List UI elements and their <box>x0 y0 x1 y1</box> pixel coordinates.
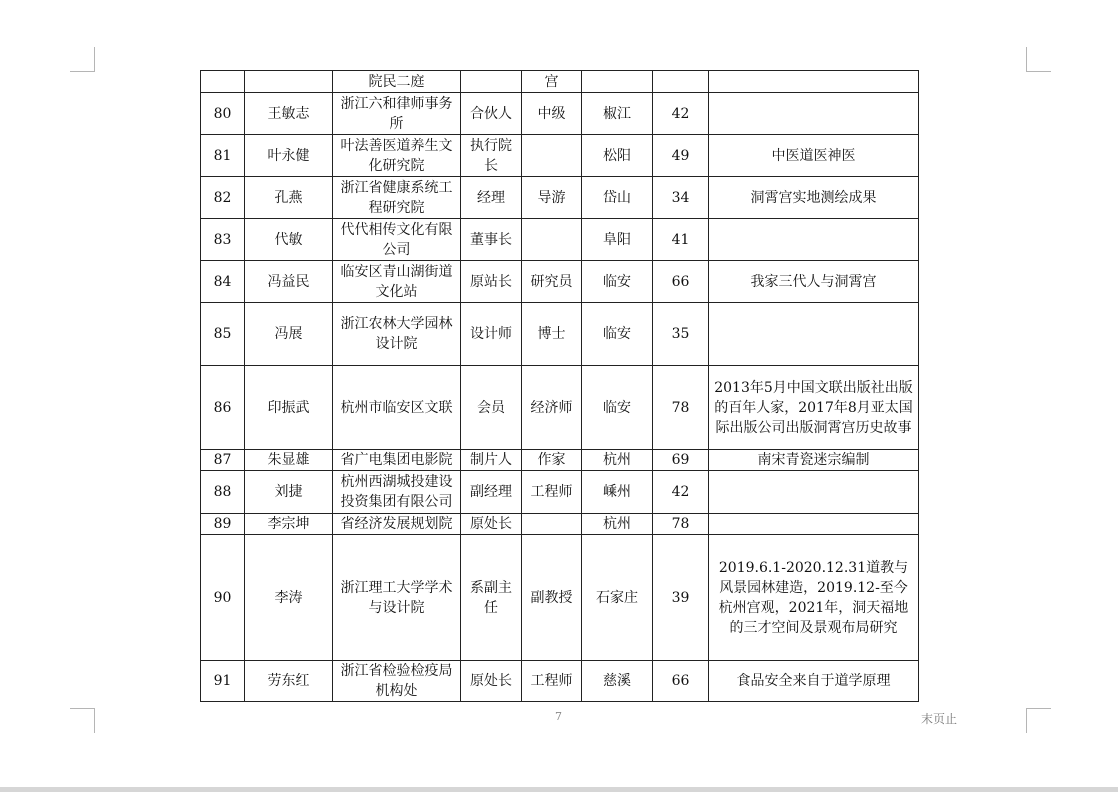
window-bottom-edge <box>0 787 1118 792</box>
age: 49 <box>653 135 709 177</box>
professional-title: 作家 <box>522 450 582 471</box>
professional-title: 副教授 <box>522 535 582 661</box>
position: 制片人 <box>461 450 522 471</box>
place: 石家庄 <box>582 535 653 661</box>
place: 临安 <box>582 303 653 366</box>
person-name: 李涛 <box>245 535 333 661</box>
place: 临安 <box>582 366 653 450</box>
note: 南宋青瓷迷宗编制 <box>709 450 919 471</box>
row-number: 84 <box>201 261 245 303</box>
row-number: 80 <box>201 93 245 135</box>
table-row <box>201 471 919 514</box>
person-name: 李宗坤 <box>245 514 333 535</box>
professional-title: 宫 <box>522 71 582 93</box>
place <box>582 71 653 93</box>
row-number: 88 <box>201 471 245 514</box>
professional-title: 工程师 <box>522 661 582 702</box>
age <box>653 71 709 93</box>
age: 42 <box>653 93 709 135</box>
table-row <box>201 514 919 535</box>
note <box>709 471 919 514</box>
end-of-page-mark: 末页止 <box>921 712 958 726</box>
organization: 杭州市临安区文联 <box>333 366 461 450</box>
professional-title: 博士 <box>522 303 582 366</box>
note: 中医道医神医 <box>709 135 919 177</box>
position: 经理 <box>461 177 522 219</box>
crop-mark-bottom-right <box>1026 708 1051 733</box>
note <box>709 71 919 93</box>
row-number: 91 <box>201 661 245 702</box>
professional-title: 研究员 <box>522 261 582 303</box>
organization: 临安区青山湖街道文化站 <box>333 261 461 303</box>
note <box>709 514 919 535</box>
age: 78 <box>653 514 709 535</box>
position <box>461 71 522 93</box>
position: 董事长 <box>461 219 522 261</box>
position: 副经理 <box>461 471 522 514</box>
table-row <box>201 366 919 450</box>
person-name: 朱显雄 <box>245 450 333 471</box>
organization: 浙江省健康系统工程研究院 <box>333 177 461 219</box>
note: 洞霄宫实地测绘成果 <box>709 177 919 219</box>
organization: 浙江六和律师事务所 <box>333 93 461 135</box>
place: 阜阳 <box>582 219 653 261</box>
note <box>709 219 919 261</box>
organization: 代代相传文化有限公司 <box>333 219 461 261</box>
professional-title <box>522 135 582 177</box>
organization: 院民二庭 <box>333 71 461 93</box>
person-name: 代敏 <box>245 219 333 261</box>
position: 设计师 <box>461 303 522 366</box>
row-number: 82 <box>201 177 245 219</box>
note <box>709 303 919 366</box>
place: 椒江 <box>582 93 653 135</box>
row-number: 81 <box>201 135 245 177</box>
person-name: 孔燕 <box>245 177 333 219</box>
age: 66 <box>653 261 709 303</box>
position: 系副主任 <box>461 535 522 661</box>
note: 2013年5月中国文联出版社出版的百年人家，2017年8月亚太国际出版公司出版洞霄宫历史故事 <box>709 366 919 450</box>
table-row <box>201 450 919 471</box>
age: 39 <box>653 535 709 661</box>
place: 杭州 <box>582 450 653 471</box>
table-row <box>201 535 919 661</box>
place: 临安 <box>582 261 653 303</box>
table-row <box>201 661 919 702</box>
place: 松阳 <box>582 135 653 177</box>
row-number: 83 <box>201 219 245 261</box>
position: 合伙人 <box>461 93 522 135</box>
person-name: 冯益民 <box>245 261 333 303</box>
age: 78 <box>653 366 709 450</box>
person-name <box>245 71 333 93</box>
organization: 省广电集团电影院 <box>333 450 461 471</box>
place: 岱山 <box>582 177 653 219</box>
row-number <box>201 71 245 93</box>
position: 原处长 <box>461 514 522 535</box>
note: 我家三代人与洞霄宫 <box>709 261 919 303</box>
person-name: 冯展 <box>245 303 333 366</box>
person-name: 劳东红 <box>245 661 333 702</box>
age: 35 <box>653 303 709 366</box>
organization: 杭州西湖城投建设投资集团有限公司 <box>333 471 461 514</box>
note <box>709 93 919 135</box>
note: 食品安全来自于道学原理 <box>709 661 919 702</box>
table-row <box>201 261 919 303</box>
place: 嵊州 <box>582 471 653 514</box>
row-number: 85 <box>201 303 245 366</box>
crop-mark-top-right <box>1026 47 1051 72</box>
note: 2019.6.1-2020.12.31道教与风景园林建造，2019.12-至今杭州宫观，2021年，洞天福地的三才空间及景观布局研究 <box>709 535 919 661</box>
place: 慈溪 <box>582 661 653 702</box>
age: 34 <box>653 177 709 219</box>
position: 原站长 <box>461 261 522 303</box>
organization: 浙江理工大学学术与设计院 <box>333 535 461 661</box>
person-name: 印振武 <box>245 366 333 450</box>
position: 会员 <box>461 366 522 450</box>
professional-title: 经济师 <box>522 366 582 450</box>
page-number: 7 <box>555 710 562 723</box>
organization: 叶法善医道养生文化研究院 <box>333 135 461 177</box>
row-number: 89 <box>201 514 245 535</box>
professional-title <box>522 219 582 261</box>
table-row <box>201 93 919 135</box>
row-number: 87 <box>201 450 245 471</box>
table-row <box>201 303 919 366</box>
row-number: 90 <box>201 535 245 661</box>
position: 原处长 <box>461 661 522 702</box>
crop-mark-bottom-left <box>70 708 95 733</box>
table-row <box>201 219 919 261</box>
professional-title <box>522 514 582 535</box>
table-row <box>201 71 919 93</box>
organization: 省经济发展规划院 <box>333 514 461 535</box>
position: 执行院长 <box>461 135 522 177</box>
crop-mark-top-left <box>70 47 95 72</box>
age: 42 <box>653 471 709 514</box>
age: 41 <box>653 219 709 261</box>
roster-table <box>200 70 919 702</box>
row-number: 86 <box>201 366 245 450</box>
place: 杭州 <box>582 514 653 535</box>
person-name: 叶永健 <box>245 135 333 177</box>
person-name: 刘捷 <box>245 471 333 514</box>
table-row <box>201 135 919 177</box>
organization: 浙江省检验检疫局机构处 <box>333 661 461 702</box>
professional-title: 中级 <box>522 93 582 135</box>
person-name: 王敏志 <box>245 93 333 135</box>
table-row <box>201 177 919 219</box>
age: 69 <box>653 450 709 471</box>
age: 66 <box>653 661 709 702</box>
professional-title: 工程师 <box>522 471 582 514</box>
organization: 浙江农林大学园林设计院 <box>333 303 461 366</box>
professional-title: 导游 <box>522 177 582 219</box>
